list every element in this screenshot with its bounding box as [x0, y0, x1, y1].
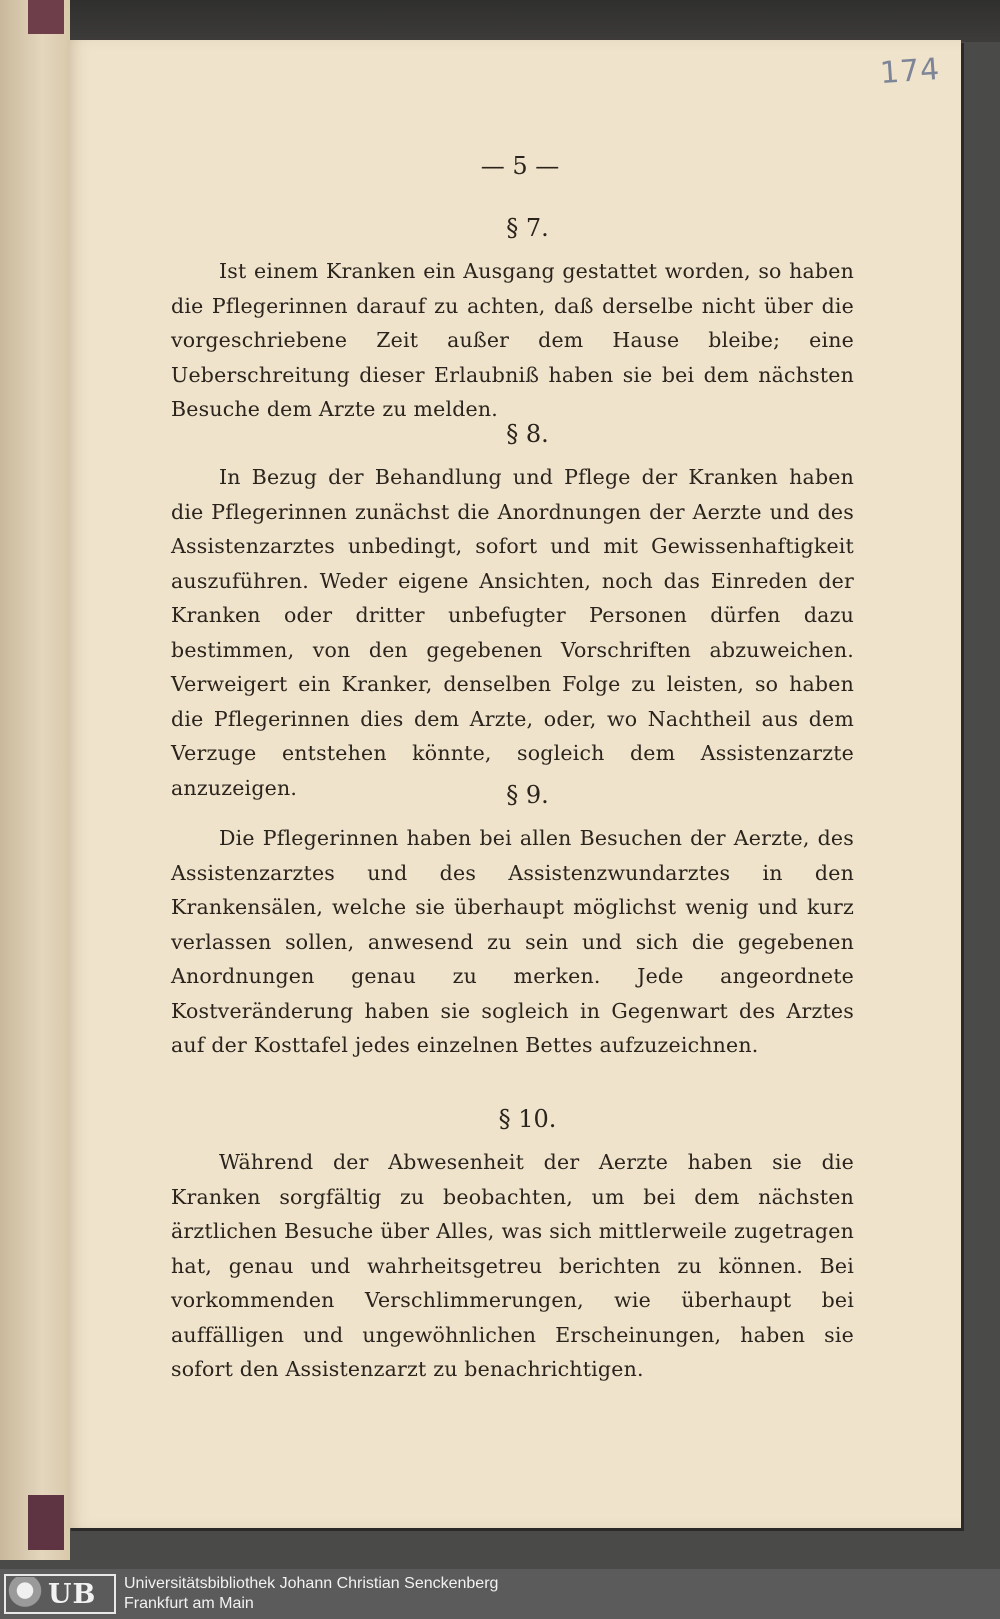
- folio-number: 174: [878, 51, 942, 92]
- institution-name: [124, 1574, 498, 1614]
- section-9: [171, 781, 854, 1063]
- page-number: — 5 —: [480, 152, 560, 180]
- logo-text: UB: [48, 1578, 97, 1610]
- section-heading: § 7.: [506, 214, 549, 242]
- section-7: [171, 214, 854, 427]
- scan-background-top: [0, 0, 1000, 42]
- institution-line-2: Frankfurt am Main: [124, 1595, 254, 1612]
- section-heading: § 10.: [498, 1105, 557, 1133]
- section-paragraph: Die Pflegerinnen haben bei allen Besuchen der Aerzte, des Assistenzarztes und des Assistenzwundarztes in den Krankensälen, welche sie überhaupt möglichst wenig und kurz verlassen sollen, anwesend zu sein und sich die gegebenen Anordnungen genau zu merken. Jede angeordnete Kostveränderung haben sie sogleich in Gegenwart des Arztes auf der Kosttafel jedes einzelnen Bettes aufzuzeichnen.: [171, 826, 854, 1057]
- facing-page-edge: [0, 0, 70, 1560]
- section-paragraph: In Bezug der Behandlung und Pflege der Kranken haben die Pflegerinnen zunächst die Anordnungen der Aerzte und des Assistenzarztes unbedingt, sofort und mit Gewissenhaftigkeit auszuführen. Weder eigene Ansichten, noch das Einreden der Kranken oder dritter unbefugter Personen dürfen dazu bestimmen, von den gegebenen Vorschriften abzuweichen. Verweigert ein Kranker, denselben Folge zu leisten, so haben die Pflegerinnen dies dem Arzte, oder, wo Nachtheil aus dem Verzuge entstehen könnte, sogleich dem Assistenzarzte anzuzeigen.: [171, 465, 854, 800]
- binding-mark-top: [28, 0, 64, 34]
- institution-line-1: Universitätsbibliothek Johann Christian Senckenberg: [124, 1575, 499, 1592]
- library-emblem-icon: [8, 1577, 42, 1611]
- library-logo[interactable]: [4, 1574, 116, 1614]
- section-heading: § 9.: [506, 781, 549, 809]
- section-heading: § 8.: [506, 420, 549, 448]
- footer-bar: [0, 1569, 1000, 1619]
- section-8: [171, 420, 854, 805]
- section-10: [171, 1105, 854, 1387]
- section-paragraph: Ist einem Kranken ein Ausgang gestattet worden, so haben die Pflegerinnen darauf zu achten, daß derselbe nicht über die vorgeschriebene Zeit außer dem Hause bleibe; eine Ueberschreitung dieser Erlaubniß haben sie bei dem nächsten Besuche dem Arzte zu melden.: [171, 259, 854, 421]
- binding-mark-bottom: [28, 1495, 64, 1550]
- section-paragraph: Während der Abwesenheit der Aerzte haben sie die Kranken sorgfältig zu beobachten, um bei dem nächsten ärztlichen Besuche über Alles, was sich mittlerweile zugetragen hat, genau und wahrheitsgetreu berichten zu können. Bei vorkommenden Verschlimmerungen, wie überhaupt bei auffälligen und ungewöhnlichen Erscheinungen, haben sie sofort den Assistenzarzt zu benachrichtigen.: [171, 1150, 854, 1381]
